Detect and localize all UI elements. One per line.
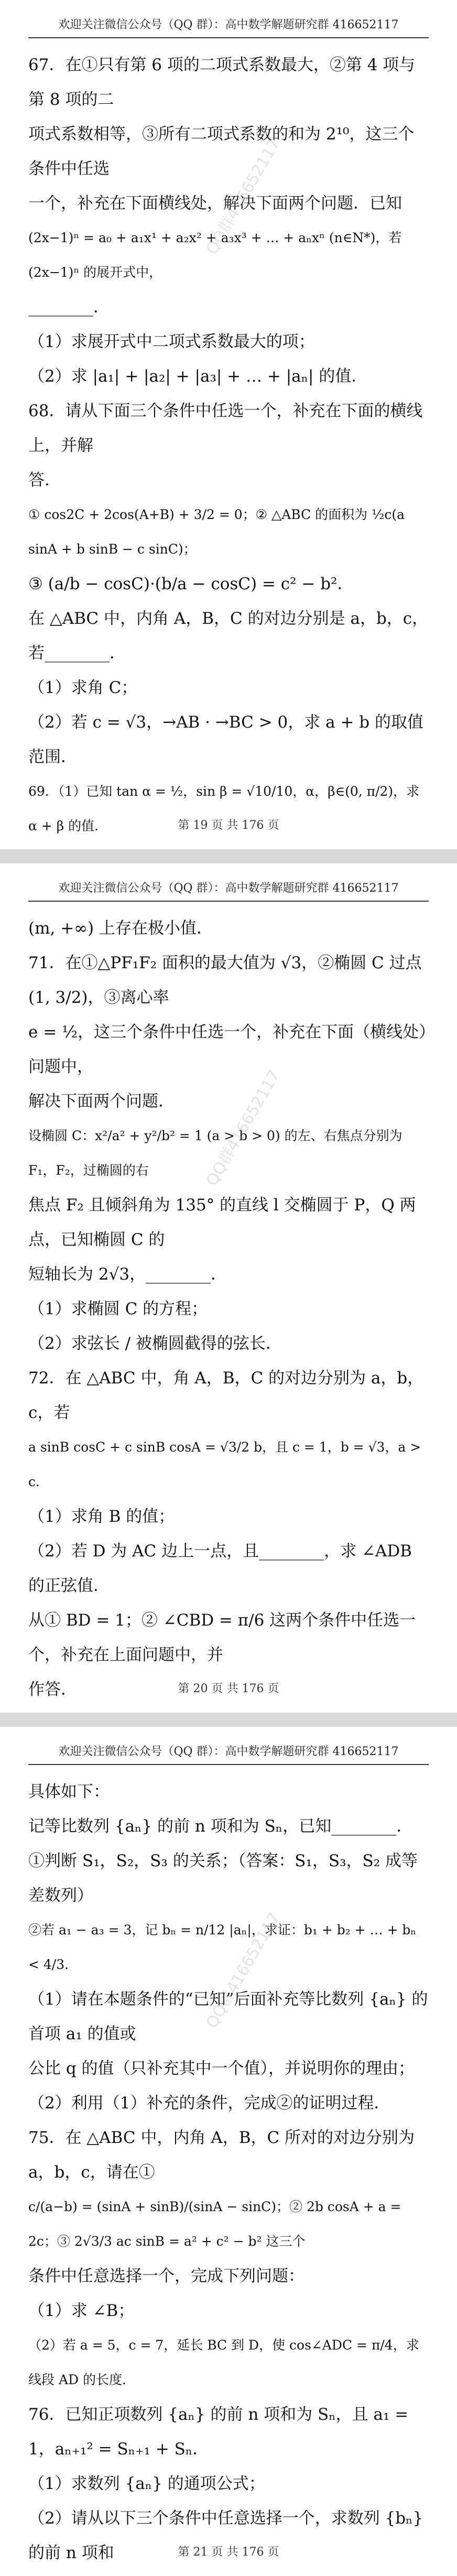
text-line: ③ (a/b − cosC)·(b/a − cosC) = c² − b²． (28, 575, 354, 593)
page-content (28, 911, 429, 1713)
text-line: 设椭圆 C：x²/a² + y²/b² = 1 (a > b > 0) 的左、右焦点分别为 F₁，F₂，过椭圆的右 (28, 1128, 402, 1178)
text-line: （2）利用（1）补充的条件，完成②的证明过程． (28, 2094, 390, 2113)
text-line: (m, +∞) 上存在极小值． (28, 919, 213, 938)
text-line: 71．在①△PF₁F₂ 面积的最大值为 √3，②椭圆 C 过点 (1, 3/2)，③离心率 (28, 954, 422, 1007)
text-line: 公比 q 的值（只补充其中一个值），并说明你的理由； (28, 2059, 415, 2078)
page-content (28, 48, 429, 849)
text-line: (2x−1)ⁿ = a₀ + a₁x¹ + a₂x² + a₃x³ + … + aₙxⁿ (n∈N*)，若 (2x−1)ⁿ 的展开式中， (28, 230, 402, 280)
watermark: QQ群416652117 (202, 1067, 284, 1189)
text-line: （1）求展开式中二项式系数最大的项； (28, 332, 315, 351)
watermark: QQ群416652117 (202, 1909, 284, 2032)
text-line: 焦点 F₂ 且倾斜角为 135° 的直线 l 交椭圆于 P，Q 两点，已知椭圆 C 的 (28, 1196, 416, 1249)
text-line: 68．请从下面三个条件中任选一个，补充在下面的横线上，并解 (28, 402, 423, 455)
text-line: 条件中任意选择一个，完成下列问题： (28, 2267, 304, 2286)
text-line: 一个，补充在下面横线处，解决下面两个问题．已知 (28, 194, 402, 213)
page-header: 欢迎关注微信公众号（QQ 群）：高中数学解题研究群 416652117 (28, 16, 429, 38)
text-line: 72．在 △ABC 中，角 A，B，C 的对边分别为 a，b，c，若 (28, 1369, 424, 1422)
text-line: 项式系数相等，③所有二项式系数的和为 2¹⁰，这三个条件中任选 (28, 125, 415, 178)
page-3 (0, 1727, 457, 2576)
page-2 (0, 863, 457, 1713)
text-line: 在 △ABC 中，内角 A，B，C 的对边分别是 a，b，c，若________． (28, 609, 429, 663)
text-line: 76．已知正项数列 {aₙ} 的前 n 项和为 Sₙ，且 a₁ = 1，aₙ₊₁² = Sₙ₊₁ + Sₙ． (28, 2405, 409, 2459)
text-line: 从① BD = 1；② ∠CBD = π/6 这两个条件中任选一个，补充在上面问题中，并 (28, 1611, 416, 1664)
page-content (28, 1774, 429, 2576)
text-line: 69．（1）已知 tan α = ½，sin β = √10/10，α，β∈(0, π/2)，求 α + β 的值． (28, 784, 420, 834)
text-line: （1）求数列 {aₙ} 的通项公式； (28, 2474, 265, 2493)
text-line: （1）求角 B 的值； (28, 1507, 175, 1526)
text-line: 记等比数列 {aₙ} 的前 n 项和为 Sₙ，已知________． (28, 1817, 413, 1836)
text-line: （2）若 a = 5，c = 7，延长 BC 到 D，使 cos∠ADC = π/4，求线段 AD 的长度． (28, 2337, 419, 2387)
page-footer: 第 19 页 共 176 页 (178, 819, 279, 832)
text-line: 作答． (28, 1680, 77, 1699)
text-line: 67．在①只有第 6 项的二项式系数最大，②第 4 项与第 8 项的二 (28, 56, 416, 109)
text-line: （1）请在本题条件的“已知”后面补充等比数列 {aₙ} 的首项 a₁ 的值或 (28, 1990, 428, 2043)
text-line: ①判断 S₁，S₂，S₃ 的关系；（答案：S₁，S₃，S₂ 成等差数列） (28, 1852, 418, 1905)
text-line (28, 2570, 429, 2576)
text-line: 具体如下： (28, 1782, 110, 1801)
text-line: 解决下面两个问题． (28, 1092, 175, 1111)
text-line: （1）求椭圆 C 的方程； (28, 1300, 208, 1318)
text-line: 75．在 △ABC 中，内角 A，B，C 所对的对边分别为 a，b，c，请在① (28, 2128, 415, 2182)
text-line: ②若 a₁ − a₃ = 3，记 bₙ = n/12 |aₙ|，求证：b₁ + b₂ + … + bₙ < 4/3． (28, 1922, 417, 1972)
text-line: （2）请从以下三个条件中任意选择一个，求数列 {bₙ} 的前 n 项和 (28, 2509, 423, 2562)
page-header: 欢迎关注微信公众号（QQ 群）：高中数学解题研究群 416652117 (28, 1742, 429, 1765)
text-line: （2）若 D 为 AC 边上一点，且________，求 ∠ADB 的正弦值． (28, 1542, 412, 1595)
text-line (28, 843, 429, 849)
text-line: （1）求 ∠B； (28, 2301, 135, 2320)
text-line: 短轴长为 2√3，________． (28, 1265, 227, 1284)
watermark: QQ群416652117 (202, 135, 284, 258)
text-line: ① cos2C + 2cos(A+B) + 3/2 = 0；② △ABC 的面积为 ½c(a sinA + b sinB − c sinC)； (28, 507, 405, 557)
text-line: （1）求角 C； (28, 678, 138, 697)
text-line: （2）求弦长 / 被椭圆截得的弦长． (28, 1334, 282, 1353)
page-footer: 第 20 页 共 176 页 (178, 1682, 279, 1695)
page-header: 欢迎关注微信公众号（QQ 群）：高中数学解题研究群 416652117 (28, 879, 429, 902)
text-line: e = ½，这三个条件中任选一个，补充在下面（横线处）问题中， (28, 1023, 427, 1076)
text-line: c/(a−b) = (sinA + sinB)/(sinA − sinC)；② 2b cosA + a = 2c；③ 2√3/3 ac sinB = a² + c² − b² 这三个 (28, 2199, 401, 2249)
text-line: a sinB cosC + c sinB cosA = √3/2 b，且 c = 1，b = √3，a > c． (28, 1439, 421, 1489)
text-line: （2）求 |a₁| + |a₂| + |a₃| + … + |aₙ| 的值． (28, 367, 368, 386)
text-line: ________． (28, 298, 110, 317)
page-footer: 第 21 页 共 176 页 (178, 2546, 279, 2559)
page-1 (0, 0, 457, 849)
text-line (28, 1707, 429, 1713)
text-line: （2）若 c = √3，→AB · →BC > 0，求 a + b 的取值范围． (28, 713, 423, 766)
text-line: 答． (28, 471, 61, 490)
